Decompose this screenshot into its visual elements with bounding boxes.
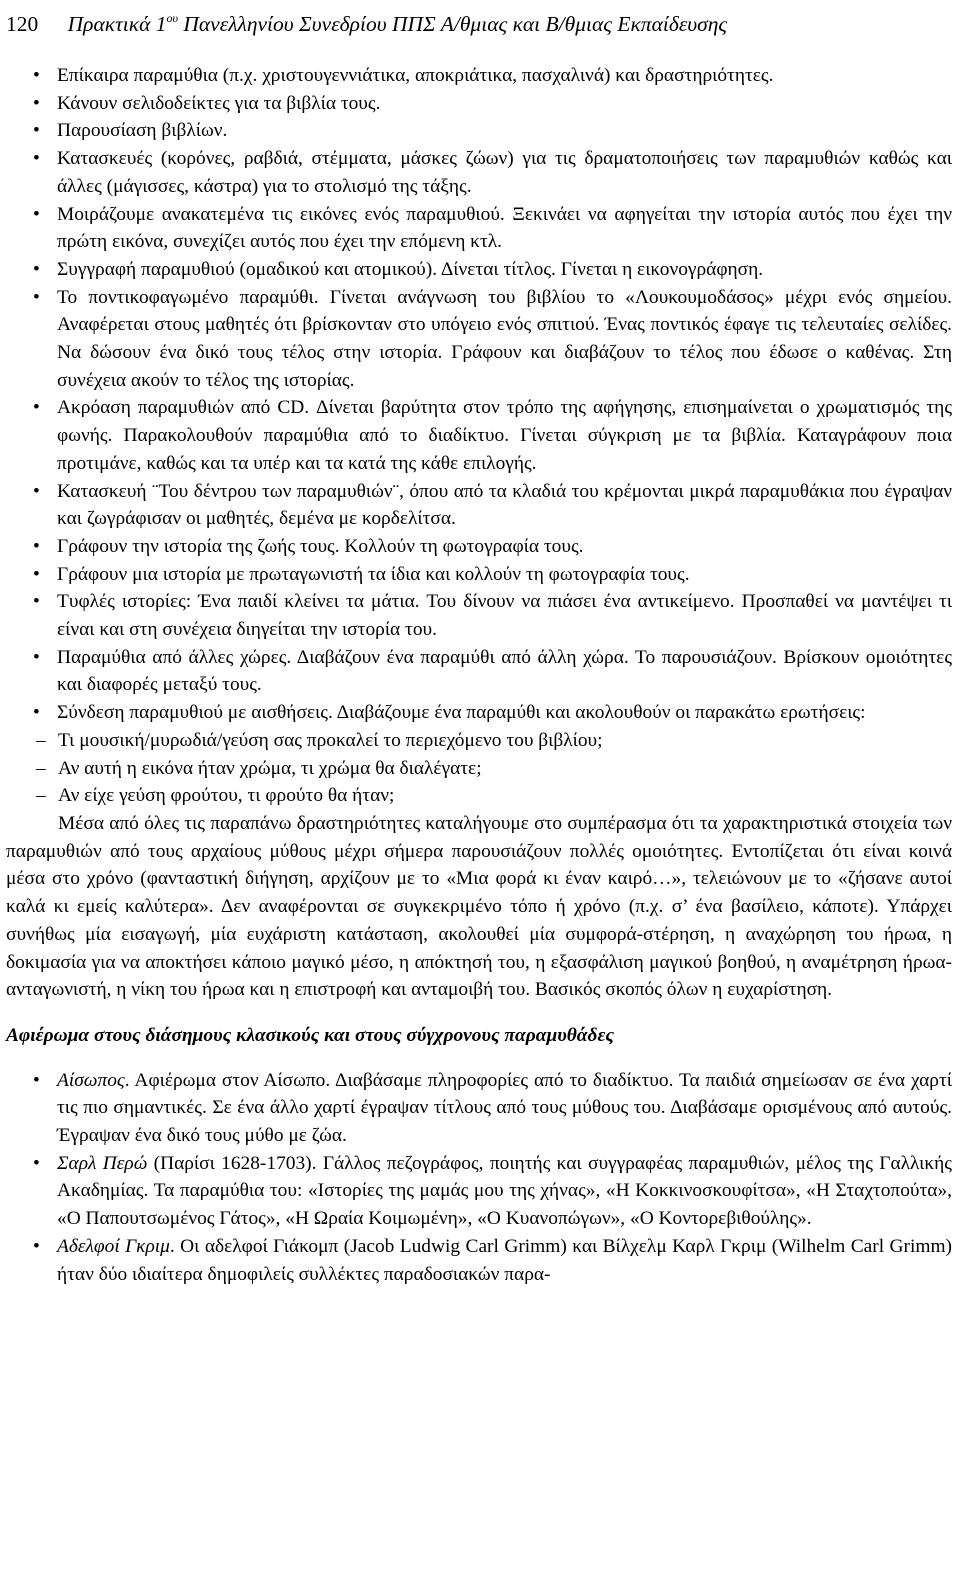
list-item-text: Σύνδεση παραμυθιού με αισθήσεις. Διαβάζουμε ένα παραμύθι και ακολουθούν οι παρακάτω ερωτήσεις: (57, 702, 866, 724)
list-item (6, 561, 952, 589)
list-item-text: Τυφλές ιστορίες: Ένα παιδί κλείνει τα μάτια. Του δίνουν να πιάσει ένα αντικείμενο. Προσπαθεί να μαντέψει τι είναι και στη συνέχεια διηγείται την ιστορία του. (57, 591, 952, 641)
question-item (6, 727, 952, 755)
list-item-text: Παραμύθια από άλλες χώρες. Διαβάζουν ένα παραμύθι από άλλη χώρα. Το παρουσιάζουν. Βρίσκουν ομοιότητες και διαφορές μεταξύ τους. (57, 646, 952, 696)
question-item (6, 755, 952, 783)
title-part-1: Πρακτικά 1 (67, 12, 167, 36)
title-superscript: ου (166, 11, 178, 25)
list-item (6, 478, 952, 533)
page-number: 120 (6, 12, 39, 36)
list-item-text: Κατασκευές (κορόνες, ραβδιά, στέμματα, μάσκες ζώων) για τις δραματοποιήσεις των παραμυθιών καθώς και άλλες (μάγισσες, κάστρα) για το στολισμό της τάξης. (57, 148, 952, 197)
list-item-text: Ακρόαση παραμυθιών από CD. Δίνεται βαρύτητα στον τρόπο της αφήγησης, επισημαίνεται ο χρωματισμός της φωνής. Παρακολουθούν παραμύθια από το διαδίκτυο. Γίνεται σύγκριση με τα βιβλία. Καταγράφουν ποια προτιμάνε, καθώς και τα υπέρ και τα κατά της κάθε επιλογής. (57, 397, 952, 474)
list-item (6, 62, 952, 90)
author-description: (Παρίσι 1628-1703). Γάλλος πεζογράφος, ποιητής και συγγραφέας παραμυθιών, μέλος της Γαλλικής Ακαδημίας. Τα παραμύθια του: «Ιστορίες της μαμάς μου της χήνας», «Η Κοκκινοσκουφίτσα», «Η Σταχτοπούτα», «Ο Παπουτσωμένος Γάτος», «Η Ωραία Κοιμωμένη», «Ο Κυανοπώγων», «Ο Κοντορεβιθούλης». (57, 1152, 952, 1230)
title-part-2: Πανελληνίου Συνεδρίου ΠΠΣ Α/θμιας και Β/θμιας Εκπαίδευσης (178, 12, 728, 36)
author-item (6, 1150, 952, 1233)
bullet: • (33, 203, 40, 225)
list-item-text: Κάνουν σελιδοδείκτες για τα βιβλία τους. (57, 92, 381, 114)
list-item (6, 394, 952, 477)
question-item (6, 782, 952, 810)
question-text: Αν είχε γεύση φρούτου, τι φρούτο θα ήταν; (58, 785, 395, 807)
dash-marker: – (36, 729, 46, 751)
bullet: • (33, 397, 40, 419)
bullet: • (33, 258, 40, 280)
running-header (6, 2, 956, 34)
author-description: . Οι αδελφοί Γιάκομπ (Jacob Ludwig Carl Grimm) και Βίλχελμ Καρλ Γκριμ (Wilhelm Carl Grimm) ήταν δύο ιδιαίτερα δημοφιλείς συλλέκτες παραδοσιακών παρα- (57, 1235, 952, 1285)
bullet: • (33, 65, 40, 86)
list-item (6, 201, 952, 256)
dash-marker: – (36, 757, 46, 779)
questions-list (6, 727, 952, 810)
list-item (6, 90, 952, 118)
bullet: • (33, 1069, 40, 1091)
conclusion-paragraph: Μέσα από όλες τις παραπάνω δραστηριότητες καταλήγουμε στο συμπέρασμα ότι τα χαρακτηριστικά στοιχεία των παραμυθιών από τους αρχαίους μύθους μέχρι σήμερα παρουσιάζουν πολλές ομοιότητες. Εντοπίζεται ότι είναι κοινά μέσα στο χρόνο (φανταστική διήγηση, αρχίζουν με το «Μια φορά κι έναν καιρό…», τελειώνουν με το «ζήσανε αυτοί καλά κι εμείς καλύτερα». Δεν αναφέρονται σε συγκεκριμένο τόπο ή χρόνο (π.χ. σ’ ένα βασίλειο, κάποτε). Υπάρχει συνήθως μία εισαγωγή, μία ευχάριστη κατάσταση, ακολουθεί μία συμφορά-στέρηση, η αναχώρηση του ήρωα, η δοκιμασία για να αποκτήσει κάποιο μαγικό μέσο, η απόκτησή του, η εξασφάλιση μαγικού βοηθού, η αναμέτρηση ήρωα-ανταγωνιστή, η νίκη του ήρωα και η επιστροφή και ανταμοιβή του. Βασικός σκοπός όλων η ευχαρίστηση. (6, 812, 952, 1001)
list-item (6, 644, 952, 699)
bullet: • (33, 120, 40, 142)
bullet: • (33, 1235, 40, 1257)
list-item-text: Συγγραφή παραμυθιού (ομαδικού και ατομικού). Δίνεται τίτλος. Γίνεται η εικονογράφηση. (57, 258, 764, 280)
bullet: • (33, 1152, 40, 1174)
list-item-text: Παρουσίαση βιβλίων. (57, 120, 228, 142)
activities-list (6, 62, 952, 727)
list-item (6, 117, 952, 145)
bullet: • (33, 646, 40, 668)
author-name: Αδελφοί Γκριμ (57, 1235, 170, 1257)
page-body (6, 62, 952, 1288)
bullet: • (33, 702, 40, 724)
list-item (6, 256, 952, 284)
list-item (6, 533, 952, 561)
list-item (6, 588, 952, 643)
list-item (6, 699, 952, 727)
list-item-text: Επίκαιρα παραμύθια (π.χ. χριστουγεννιάτικα, αποκριάτικα, πασχαλινά) και δραστηριότητες. (57, 65, 774, 86)
bullet: • (33, 480, 40, 502)
running-title (68, 2, 728, 40)
authors-list (6, 1067, 952, 1289)
author-name: Αίσωπος (57, 1069, 125, 1091)
list-item-text: Γράφουν μια ιστορία με πρωταγωνιστή τα ίδια και κολλούν τη φωτογραφία τους. (57, 563, 690, 585)
list-item-text: Γράφουν την ιστορία της ζωής τους. Κολλούν τη φωτογραφία τους. (57, 535, 584, 557)
list-item (6, 145, 952, 200)
question-text: Τι μουσική/μυρωδιά/γεύση σας προκαλεί το περιεχόμενο του βιβλίου; (58, 729, 603, 751)
author-description: . Αφιέρωμα στον Αίσωπο. Διαβάσαμε πληροφορίες από το διαδίκτυο. Τα παιδιά σημείωσαν σε ένα χαρτί τις πιο σημαντικές. Σε ένα άλλο χαρτί έγραψαν τίτλους από τους μύθους του. Διαβάσαμε ορισμένους από αυτούς. Έγραψαν ένα δικό τους μύθο με ζώα. (57, 1069, 952, 1147)
list-item (6, 284, 952, 395)
bullet: • (33, 535, 40, 557)
section-heading: Αφιέρωμα στους διάσημους κλασικούς και στους σύγχρονους παραμυθάδες (6, 1024, 615, 1046)
bullet: • (33, 92, 40, 114)
author-item (6, 1067, 952, 1150)
list-item-text: Το ποντικοφαγωμένο παραμύθι. Γίνεται ανάγνωση του βιβλίου το «Λουκουμοδάσος» μέχρι ενός σημείου. Αναφέρεται στους μαθητές ότι βρίσκονταν στο υπόγειο ενός σπιτιού. Ένας ποντικός έφαγε τις τελευταίες σελίδες. Να δώσουν ένα δικό τους τέλος στην ιστορία. Γράφουν και διαβάζουν το τέλος που έδωσε ο καθένας. Στη συνέχεια ακούν το τέλος της ιστορίας. (57, 286, 952, 391)
list-item-text: Κατασκευή ¨Του δέντρου των παραμυθιών¨, όπου από τα κλαδιά του κρέμονται μικρά παραμυθάκια που έγραψαν και ζωγράφισαν οι μαθητές, δεμένα με κορδελίτσα. (57, 480, 952, 530)
bullet: • (33, 563, 40, 585)
bullet: • (33, 591, 40, 613)
author-name: Σαρλ Περώ (57, 1152, 148, 1174)
author-item (6, 1233, 952, 1288)
bullet: • (33, 286, 40, 308)
dash-marker: – (36, 785, 46, 807)
bullet: • (33, 148, 40, 170)
list-item-text: Μοιράζουμε ανακατεμένα τις εικόνες ενός παραμυθιού. Ξεκινάει να αφηγείται την ιστορία αυτός που έχει την πρώτη εικόνα, συνεχίζει αυτός που έχει την επόμενη κτλ. (57, 203, 952, 253)
question-text: Αν αυτή η εικόνα ήταν χρώμα, τι χρώμα θα διαλέγατε; (58, 757, 482, 779)
